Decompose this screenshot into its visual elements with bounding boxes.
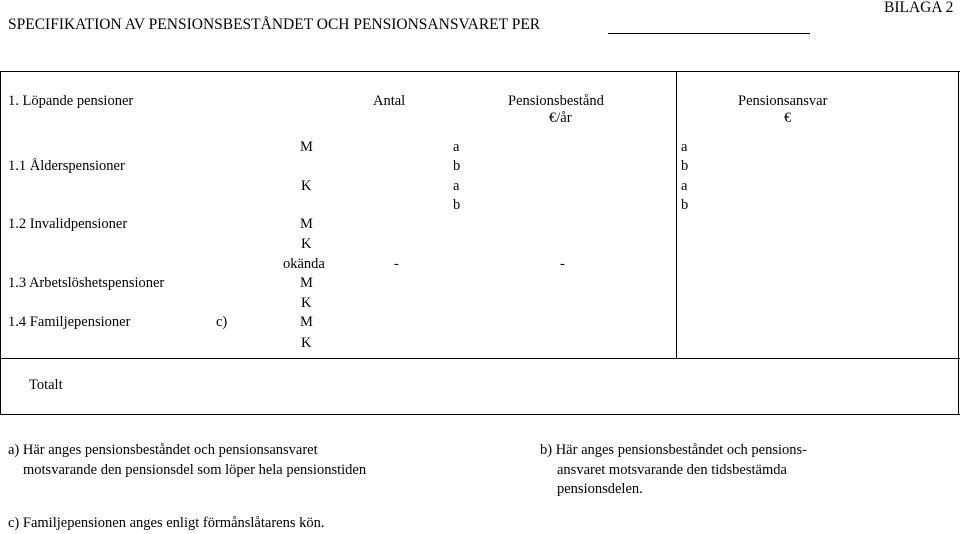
note-a-line2: motsvarande den pensionsdel som löper hela pensionstiden — [23, 462, 367, 478]
okanda-label: okända — [283, 256, 325, 272]
familj-note-ref: c) — [216, 314, 228, 330]
alder-k-b-bestand: b — [453, 197, 461, 213]
col-header-ansvar-unit: € — [784, 110, 792, 126]
okanda-dash-bestand: - — [560, 256, 565, 272]
page-title: SPECIFIKATION AV PENSIONSBESTÅNDET OCH PENSIONSANSVARET PER — [8, 16, 541, 33]
col-header-ansvar: Pensionsansvar — [738, 93, 828, 109]
total-label: Totalt — [29, 377, 63, 393]
alder-m-a-ansvar: a — [681, 139, 688, 155]
alder-k-a-ansvar: a — [681, 178, 688, 194]
okanda-dash-antal: - — [394, 256, 399, 272]
note-b-line2: ansvaret motsvarande den tidsbestämda — [557, 462, 787, 478]
invalid-k: K — [301, 236, 312, 252]
alder-m-b-bestand: b — [453, 158, 461, 174]
row-label-arbetsloshet: 1.3 Arbetslöshetspensioner — [8, 275, 165, 291]
col-header-bestand: Pensionsbestånd — [508, 93, 604, 109]
note-a-line1: a) Här anges pensionsbeståndet och pensionsansvaret — [8, 442, 318, 458]
arbetsloshet-k: K — [301, 295, 312, 311]
row-label-invalid: 1.2 Invalidpensioner — [8, 216, 128, 232]
table-top-border — [0, 71, 960, 72]
alder-k-b-ansvar: b — [681, 197, 689, 213]
table-bottom-border — [0, 414, 960, 415]
arbetsloshet-m: M — [300, 275, 313, 291]
date-blank-line — [608, 33, 810, 34]
familj-k: K — [301, 335, 312, 351]
section-heading: 1. Löpande pensioner — [8, 93, 134, 109]
alder-k-a-bestand: a — [453, 178, 460, 194]
col-header-antal: Antal — [373, 93, 406, 109]
alder-m: M — [300, 139, 313, 155]
annex-label: BILAGA 2 — [884, 0, 954, 16]
table-left-border — [0, 71, 1, 415]
table-right-border — [958, 71, 959, 415]
row-label-alder: 1.1 Ålderspensioner — [8, 158, 125, 174]
note-b-line3: pensionsdelen. — [557, 481, 643, 497]
column-divider — [676, 71, 677, 359]
alder-k: K — [301, 178, 312, 194]
invalid-m: M — [300, 216, 313, 232]
familj-m: M — [300, 314, 313, 330]
alder-m-a-bestand: a — [453, 139, 460, 155]
table-mid-border — [0, 358, 960, 359]
alder-m-b-ansvar: b — [681, 158, 689, 174]
row-label-familj: 1.4 Familjepensioner — [8, 314, 131, 330]
note-b-line1: b) Här anges pensionsbeståndet och pensions- — [540, 442, 807, 458]
note-c: c) Familjepensionen anges enligt förmånslåtarens kön. — [8, 515, 325, 531]
col-header-bestand-unit: €/år — [549, 110, 572, 126]
